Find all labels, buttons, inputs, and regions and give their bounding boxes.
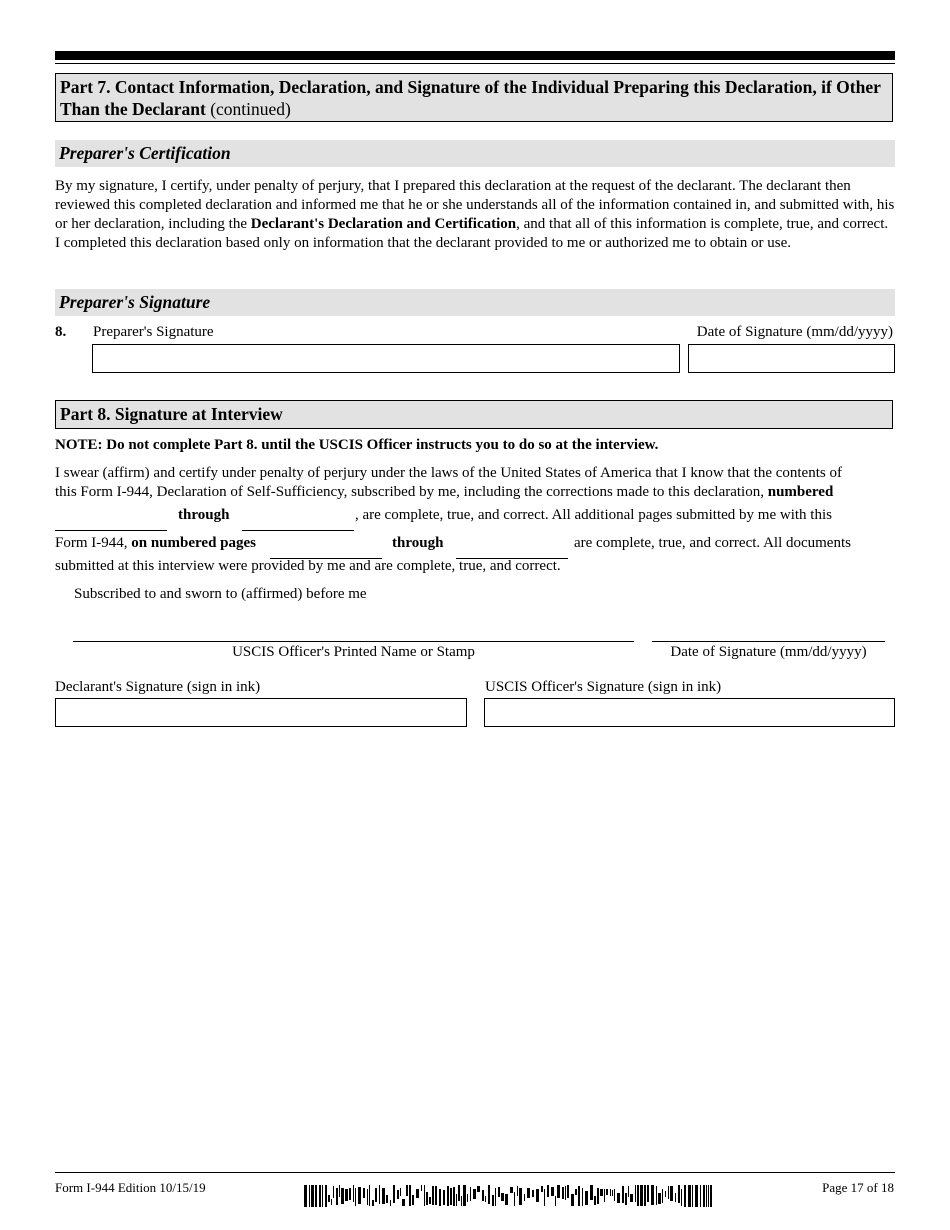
barcode-bar [505,1194,508,1205]
barcode-bar [447,1186,449,1206]
barcode-bar [369,1185,370,1206]
barcode-bar [635,1185,636,1202]
barcode-bar [555,1196,556,1206]
barcode-bar [336,1188,338,1205]
barcode-bar [319,1185,321,1207]
officer-name-line[interactable] [73,641,634,642]
barcode-bar [345,1189,348,1201]
barcode-bar [510,1187,513,1193]
barcode-bar [339,1185,340,1197]
barcode-bar [656,1186,657,1205]
swear-line-5: submitted at this interview were provided by me and are complete, true, and correct. [55,558,561,574]
barcode-bar [692,1185,693,1207]
barcode-bar [429,1197,431,1204]
barcode-bar [470,1187,471,1201]
barcode-bar [703,1185,705,1207]
officer-name-label: USCIS Officer's Printed Name or Stamp [232,644,475,660]
barcode-bar [614,1189,615,1201]
preparer-date-label: Date of Signature (mm/dd/yyyy) [696,324,893,340]
officer-date-label: Date of Signature (mm/dd/yyyy) [670,644,867,660]
barcode-bar [544,1189,545,1206]
barcode-bar [400,1188,401,1196]
preparer-signature-heading: Preparer's Signature [55,289,895,316]
barcode-bar [658,1193,661,1204]
barcode-bar [333,1186,334,1198]
barcode-bar [488,1185,490,1204]
barcode-bar [463,1185,466,1206]
barcode-bar [379,1185,380,1204]
officer-signature-label: USCIS Officer's Signature (sign in ink) [485,679,722,695]
barcode-bar [590,1185,593,1200]
barcode-bar [375,1188,377,1202]
part8-note: NOTE: Do not complete Part 8. until the USCIS Officer instructs you to do so at the interview. [55,437,659,453]
barcode-bar [328,1195,330,1202]
barcode-bar [662,1189,663,1203]
barcode-bar [640,1185,643,1206]
barcode-bar [382,1188,385,1204]
barcode-bar [575,1189,577,1195]
barcode-bar [443,1190,445,1205]
item-number-8: 8. [55,324,67,340]
preparer-certification-text [55,177,895,253]
barcode-bar [325,1185,327,1207]
barcode-bar [473,1189,476,1199]
barcode-bar [426,1192,428,1205]
barcode-bar [393,1185,395,1203]
barcode-bar [397,1190,399,1199]
barcode-bar [582,1188,583,1206]
preparer-signature-label: Preparer's Signature [93,324,214,340]
barcode-bar [562,1187,564,1199]
footer-page-number: Page 17 of 18 [822,1180,894,1195]
barcode-bar [331,1199,332,1205]
barcode-bar [541,1186,543,1192]
barcode-bar [492,1195,494,1206]
declarant-signature-label: Declarant's Signature (sign in ink) [55,679,261,695]
swear-line-2-bold: numbered [767,484,834,500]
barcode-bar [532,1190,534,1197]
barcode-bar [585,1191,588,1205]
barcode-bar [594,1196,596,1205]
barcode-bar [421,1185,422,1191]
barcode-bar [482,1190,484,1201]
barcode-bar [477,1186,480,1192]
part7-title: Part 7. Contact Information, Declaration, and Signature of the Individual Preparing this Declaration, if Other Than the Declarant [60,77,881,119]
barcode-bar [547,1185,549,1197]
barcode-bar [678,1185,680,1203]
barcode-bar [628,1186,629,1197]
barcode-bar [527,1188,530,1198]
barcode-bar [355,1188,356,1206]
barcode-bar [341,1188,344,1204]
barcode-bar [612,1190,613,1196]
barcode-bar [358,1187,361,1204]
barcode-bar [432,1186,434,1205]
barcode-bar [536,1189,539,1202]
through-label-2: through [392,535,444,551]
part8-header: Part 8. Signature at Interview [55,400,893,429]
barcode-bar [322,1185,323,1207]
barcode-bar [372,1200,374,1206]
barcode-bar [681,1189,682,1206]
barcode-bar [700,1185,701,1207]
pages-from-field-2[interactable] [270,538,382,559]
barcode-bar [456,1194,457,1206]
barcode-bar [617,1193,620,1203]
barcode-bar [412,1195,414,1205]
barcode-bar [625,1193,627,1205]
barcode-icon [304,1185,712,1207]
preparer-signature-field[interactable] [92,344,680,373]
swear-line-3-tail: , are complete, true, and correct. All additional pages submitted by me with this [355,507,832,523]
barcode-bar [668,1186,669,1199]
barcode-bar [349,1188,351,1200]
barcode-bar [315,1185,317,1207]
barcode-bar [458,1185,460,1201]
barcode-bar [597,1188,599,1204]
barcode-bar [363,1188,365,1198]
barcode-bar [688,1185,691,1207]
barcode-bar [495,1188,496,1206]
barcode-bar [485,1196,486,1202]
part7-title-suffix: (continued) [205,99,291,119]
declarant-signature-field[interactable] [55,698,467,727]
barcode-bar [519,1188,522,1205]
barcode-bar [644,1185,646,1206]
barcode-bar [622,1186,624,1203]
barcode-graphic [304,1185,712,1207]
line4-bold-text: on numbered pages [131,535,256,551]
barcode-bar [578,1186,580,1206]
barcode-bar [670,1186,673,1201]
barcode-bar [309,1185,310,1207]
barcode-bar [637,1185,639,1206]
swear-line-4-tail: are complete, true, and correct. All documents [574,535,851,551]
barcode-bar [367,1189,368,1205]
barcode-bar [684,1185,686,1207]
barcode-bar [498,1187,500,1197]
footer-form-edition: Form I-944 Edition 10/15/19 [55,1180,206,1195]
barcode-bar [630,1194,633,1202]
footer-rule [55,1172,895,1173]
through-label-1: through [178,507,230,523]
barcode-bar [517,1186,518,1196]
barcode-bar [524,1194,525,1201]
barcode-bar [439,1189,441,1206]
barcode-bar [416,1189,419,1198]
barcode-bar [710,1185,712,1207]
subscribed-text: Subscribed to and sworn to (affirmed) before me [74,586,367,602]
barcode-bar [409,1185,411,1206]
barcode-bar [311,1185,314,1207]
barcode-bar [600,1189,603,1196]
barcode-bar [467,1194,468,1202]
barcode-bar [435,1186,437,1205]
officer-date-line[interactable] [652,641,885,642]
top-rule-thin [55,63,895,64]
barcode-bar [647,1185,649,1202]
barcode-bar [567,1185,569,1198]
pages-to-field-1[interactable] [242,510,354,531]
barcode-bar [610,1189,611,1196]
barcode-bar [453,1187,455,1206]
barcode-bar [708,1185,709,1207]
barcode-bar [565,1186,566,1200]
barcode-bar [695,1185,698,1207]
cert-text-bold: Declarant's Declaration and Certification [250,216,517,232]
cert-text-b: , and that all of this information is complete, true, and correct. I completed this declaration based only on information that the declarant provided to me or authorized me to obtain or use. [55,216,889,251]
barcode-bar [706,1185,707,1207]
barcode-bar [665,1191,666,1197]
preparer-certification-heading: Preparer's Certification [55,140,895,167]
officer-signature-field[interactable] [484,698,895,727]
swear-line-4-head [55,535,256,552]
barcode-bar [501,1193,504,1201]
barcode-bar [386,1195,388,1203]
barcode-bar [606,1189,608,1195]
barcode-bar [304,1185,307,1207]
line4-head-text: Form I-944, [55,535,132,551]
pages-to-field-2[interactable] [456,538,568,559]
barcode-bar [571,1194,574,1206]
barcode-bar [461,1196,462,1206]
swear-line-1: I swear (affirm) and certify under penalty of perjury under the laws of the United States of America that I know that the contents of [55,465,842,481]
barcode-bar [390,1200,391,1206]
barcode-bar [604,1189,605,1202]
swear-line-2 [55,483,895,502]
barcode-bar [450,1188,452,1205]
barcode-bar [402,1199,405,1206]
cert-text-a: By my signature, I certify, under penalty of perjury, that I prepared this declaration at the request of the declarant. The declarant then reviewed this completed declaration and informed me that he or she understands all of the information contained in, and submitted with, his or her declaration, including the [55,178,895,232]
barcode-bar [514,1192,515,1206]
top-rule-thick [55,51,895,60]
barcode-bar [406,1185,408,1196]
barcode-bar [424,1185,425,1206]
preparer-date-field[interactable] [688,344,895,373]
barcode-bar [551,1187,554,1196]
part7-header [55,73,893,122]
barcode-bar [675,1193,676,1202]
barcode-bar [557,1185,560,1198]
barcode-bar [651,1185,654,1205]
pages-from-field-1[interactable] [55,510,167,531]
swear-line-2-text: this Form I-944, Declaration of Self-Sufficiency, subscribed by me, including the corrections made to this declaration, [55,484,768,500]
barcode-bar [353,1185,354,1202]
